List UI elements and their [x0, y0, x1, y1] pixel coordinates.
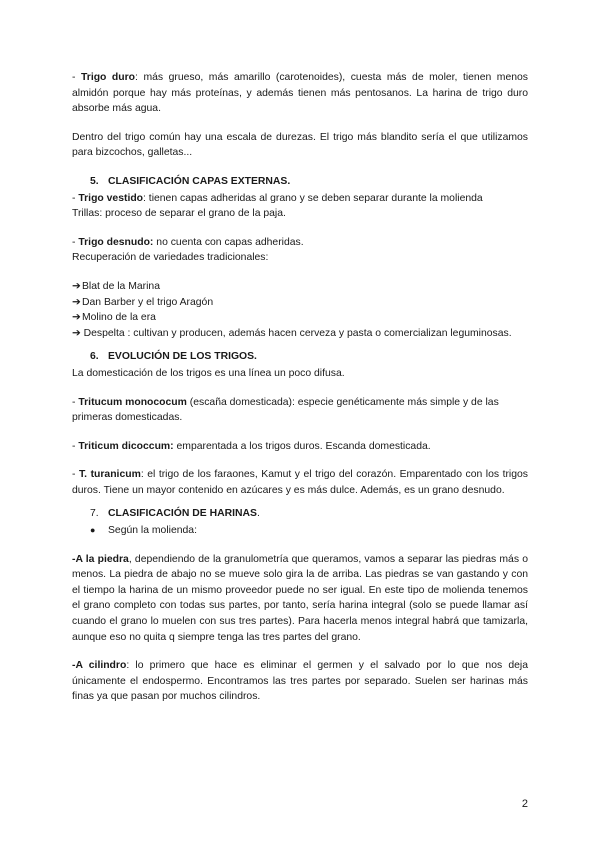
list-item: ➔ Despelta : cultivan y producen, además hacen cerveza y pasta o comercializan leguminosas.	[72, 327, 512, 339]
list-item: ➔ Blat de la Marina	[72, 279, 528, 295]
paragraph-escala-durezas: Dentro del trigo común hay una escala de durezas. El trigo más blandito sería el que utilizamos para bizcochos, galletas...	[72, 131, 528, 159]
section-title-6: EVOLUCIÓN DE LOS TRIGOS.	[108, 351, 257, 363]
arrow-right-icon: ➔	[72, 280, 81, 292]
paragraph-monococum-cont: primeras domesticadas.	[72, 412, 183, 424]
list-item: ➔ Molino de la era	[72, 310, 528, 326]
arrow-right-icon: ➔	[72, 327, 81, 339]
paragraph-a-cilindro: -A cilindro: lo primero que hace es eliminar el germen y el salvado por lo que nos deja únicamente el endospermo. Encontramos las tres partes por separado. Suelen ser harinas más finas ya que pasan por muchos cilindros.	[72, 660, 529, 703]
section-heading-5: 5. CLASIFICACIÓN CAPAS EXTERNAS.	[90, 174, 528, 190]
term-trigo-vestido: Trigo vestido	[78, 192, 144, 204]
section-heading-6: 6. EVOLUCIÓN DE LOS TRIGOS.	[90, 349, 528, 365]
paragraph-turanicum: - T. turanicum: el trigo de los faraones, Kamut y el trigo del corazón. Emparentado con los trigos duros. Tiene un mayor contenido en azúcares y es más dulce. Además, es un grano desnudo.	[72, 469, 528, 496]
term-a-cilindro: A cilindro	[75, 660, 127, 672]
bullet-item: ● Según la molienda:	[90, 523, 528, 539]
paragraph-trillas: Trillas: proceso de separar el grano de la paja.	[72, 208, 286, 220]
arrow-right-icon: ➔	[72, 296, 81, 308]
term-monococum: Tritucum monococum	[78, 396, 187, 408]
paragraph-a-la-piedra: -A la piedra, dependiendo de la granulometría que queramos, vamos a separar las piedras más o menos. La piedra de abajo no se mueve solo gira la de arriba. Las piedras se van gastando y con el tiempo la harina de un mismo proveedor puede no ser igual. En este tipo de molienda tenemos el grano completo con todas sus partes, por tanto, sería harina integral (solo se puede llamar así cuando el grano lo muelen con sus tres partes). Para hacerla menos integral habrá que tamizarla, aunque eso no quita q siempre tenga las tres partes del grano.	[72, 553, 528, 643]
document-body	[72, 70, 528, 705]
page-number: 2	[521, 798, 528, 810]
paragraph-dicoccum: - Triticum dicoccum: emparentada a los trigos duros. Escanda domesticada.	[72, 440, 431, 452]
paragraph-monococum: - Tritucum monococum (escaña domesticada): especie genéticamente más simple y de las	[72, 396, 499, 408]
term-dicoccum: Triticum dicoccum:	[78, 440, 174, 452]
paragraph-recuperacion: Recuperación de variedades tradicionales:	[72, 252, 269, 264]
term-a-la-piedra: A la piedra	[75, 553, 129, 565]
paragraph-trigo-duro: - Trigo duro: más grueso, más amarillo (carotenoides), cuesta más de moler, tienen menos almidón porque hay más proteínas, y además tienen más pentosanos. La harina de trigo duro absorbe más agua.	[72, 72, 528, 115]
term-trigo-duro: Trigo duro	[81, 72, 136, 83]
bullet-icon: ●	[90, 525, 96, 536]
term-trigo-desnudo: Trigo desnudo:	[78, 236, 154, 248]
paragraph-trigo-vestido: - Trigo vestido: tienen capas adheridas al grano y se deben separar durante la molienda	[72, 192, 483, 204]
section-title-7: CLASIFICACIÓN DE HARINAS	[108, 508, 257, 520]
section-heading-7: 7. CLASIFICACIÓN DE HARINAS.	[90, 508, 260, 520]
term-turanicum: T. turanicum	[78, 469, 141, 481]
arrow-right-icon: ➔	[72, 312, 81, 324]
section-title-5: CLASIFICACIÓN CAPAS EXTERNAS.	[108, 175, 291, 187]
paragraph-trigo-desnudo: - Trigo desnudo: no cuenta con capas adheridas.	[72, 236, 304, 248]
paragraph-domesticacion: La domesticación de los trigos es una línea un poco difusa.	[72, 367, 345, 379]
list-item: ➔ Dan Barber y el trigo Aragón	[72, 295, 528, 311]
